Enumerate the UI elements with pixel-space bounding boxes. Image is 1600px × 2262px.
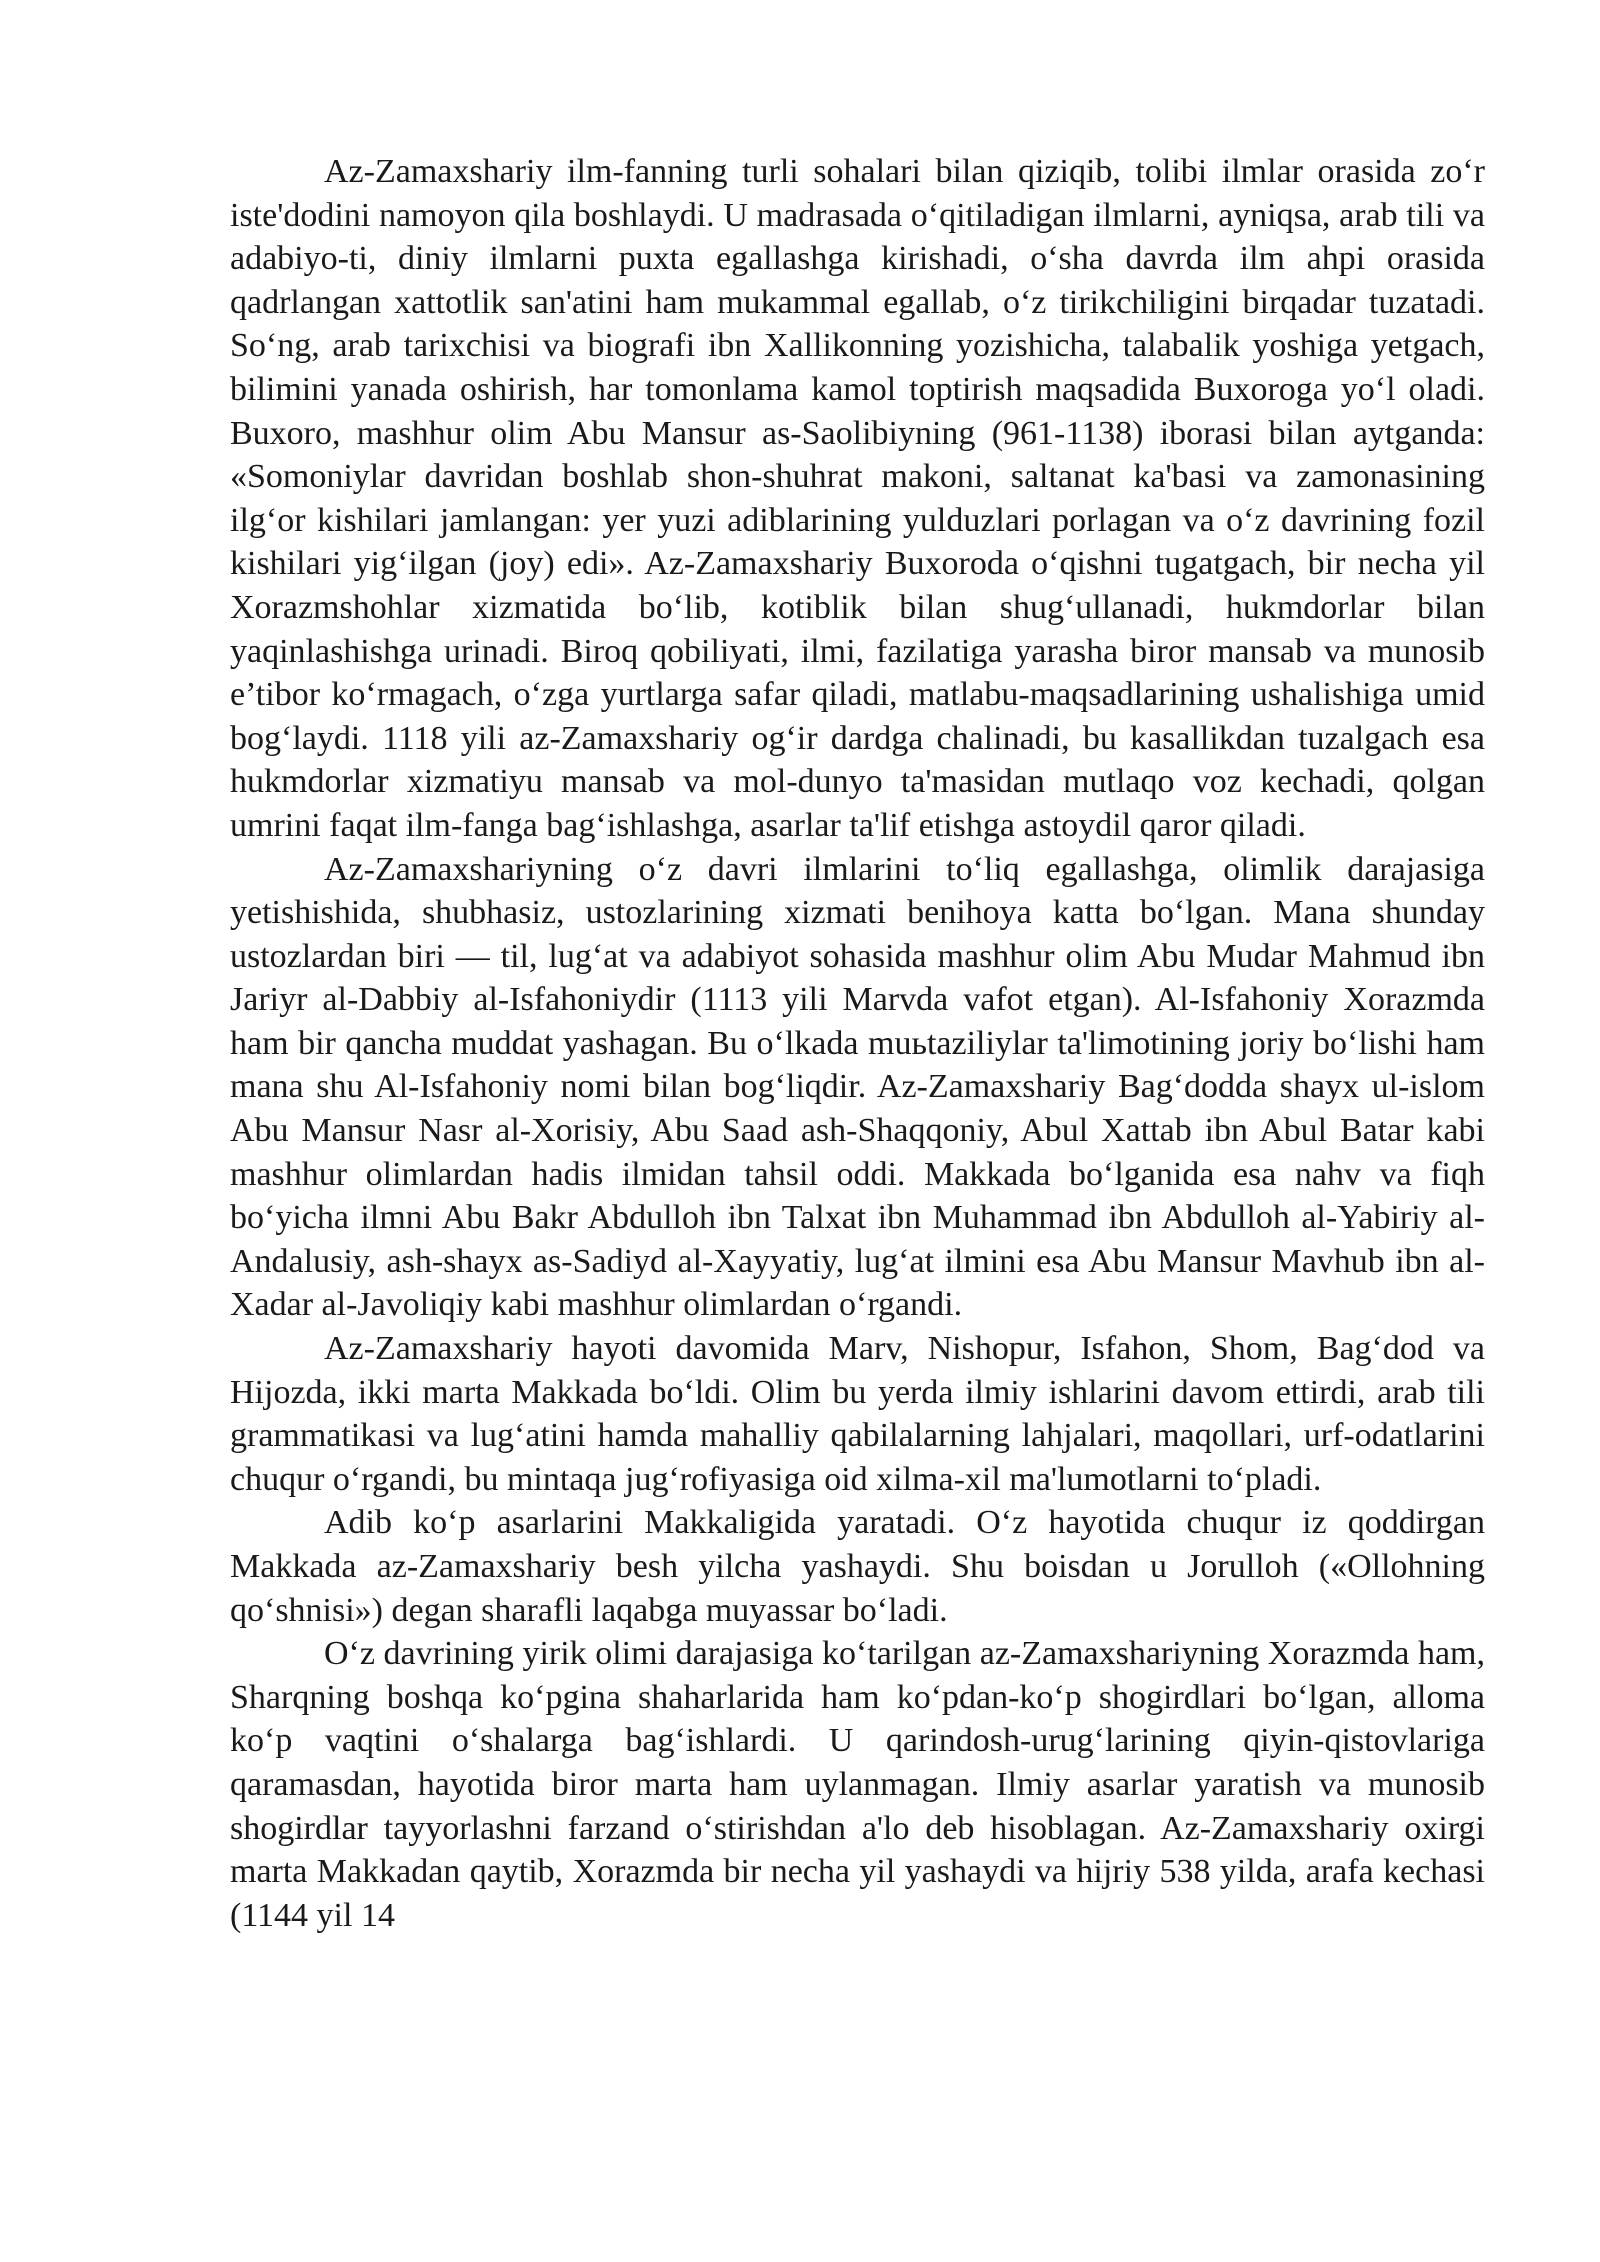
paragraph-5: O‘z davrining yirik olimi darajasiga ko‘tarilgan az-Zamaxshariyning Xorazmda ham, Sharqning boshqa ko‘pgina shaharlarida ham ko‘pdan-ko‘p shogirdlari bo‘lgan, alloma ko‘p vaqtini o‘shalarga bag‘ishlardi. U qarindosh-urug‘larining qiyin-qistovlariga qaramasdan, hayotida biror marta ham uylanmagan. Ilmiy asarlar yaratish va munosib shogirdlar tayyorlashni farzand o‘stirishdan a'lo deb hisoblagan. Az-Zamaxshariy oxirgi marta Makkadan qaytib, Xorazmda bir necha yil yashaydi va hijriy 538 yilda, arafa kechasi (1144 yil 14: [230, 1635, 1485, 1934]
paragraph-1: Az-Zamaxshariy ilm-fanning turli sohalari bilan qiziqib, tolibi ilmlar orasida zo‘r iste'dodini namoyon qila boshlaydi. U madrasada o‘qitiladigan ilmlarni, ayniqsa, arab tili va adabiyo-ti, diniy ilmlarni puxta egallashga kirishadi, o‘sha davrda ilm ahpi orasida qadrlangan xattotlik san'atini ham mukammal egallab, o‘z tirikchiligini birqadar tuzatadi. So‘ng, arab tarixchisi va biografi ibn Xallikonning yozishicha, talabalik yoshiga yetgach, bilimini yanada oshirish, har tomonlama kamol toptirish maqsadida Buxoroga yo‘l oladi. Buxoro, mashhur olim Abu Mansur as-Saolibiyning (961-1138) iborasi bilan aytganda: «Somoniylar davridan boshlab shon-shuhrat makoni, saltanat ka'basi va zamonasining ilg‘or kishilari jamlangan: yer yuzi adiblarining yulduzlari porlagan va o‘z davrining fozil kishilari yig‘ilgan (joy) edi». Az-Zamaxshariy Buxoroda o‘qishni tugatgach, bir necha yil Xorazmshohlar xizmatida bo‘lib, kotiblik bilan shug‘ullanadi, hukmdorlar bilan yaqinlashishga urinadi. Biroq qobiliyati, ilmi, fazilatiga yarasha biror mansab va munosib e’tibor ko‘rmagach, o‘zga yurtlarga safar qiladi, matlabu-maqsadlarining ushalishiga umid bog‘laydi. 1118 yili az-Zamaxshariy og‘ir dardga chalinadi, bu kasallikdan tuzalgach esa hukmdorlar xizmatiyu mansab va mol-dunyo ta'masidan mutlaqo voz kechadi, qolgan umrini faqat ilm-fanga bag‘ishlashga, asarlar ta'lif etishga astoydil qaror qiladi.: [230, 153, 1485, 844]
paragraph-3: Az-Zamaxshariy hayoti davomida Marv, Nishopur, Isfahon, Shom, Bag‘dod va Hijozda, ikki marta Makkada bo‘ldi. Olim bu yerda ilmiy ishlarini davom ettirdi, arab tili grammatikasi va lug‘atini hamda mahalliy qabilalarning lahjalari, maqollari, urf-odatlarini chuqur o‘rgandi, bu mintaqa jug‘rofiyasiga oid xilma-xil ma'lumotlarni to‘pladi.: [230, 1330, 1485, 1498]
paragraph-2: Az-Zamaxshariyning o‘z davri ilmlarini to‘liq egallashga, olimlik darajasiga yetishishida, shubhasiz, ustozlarining xizmati benihoya katta bo‘lgan. Mana shunday ustozlardan biri — til, lug‘at va adabiyot sohasida mashhur olim Abu Mudar Mahmud ibn Jariyr al-Dabbiy al-Isfahoniydir (1113 yili Marvda vafot etgan). Al-Isfahoniy Xorazmda ham bir qancha muddat yashagan. Bu o‘lkada muьtaziliylar ta'limotining joriy bo‘lishi ham mana shu Al-Isfahoniy nomi bilan bog‘liqdir. Az-Zamaxshariy Bag‘dodda shayx ul-islom Abu Mansur Nasr al-Xorisiy, Abu Saad ash-Shaqqoniy, Abul Xattab ibn Abul Batar kabi mashhur olimlardan hadis ilmidan tahsil oddi. Makkada bo‘lganida esa nahv va fiqh bo‘yicha ilmni Abu Bakr Abdulloh ibn Talxat ibn Muhammad ibn Abdulloh al-Yabiriy al-Andalusiy, ash-shayx as-Sadiyd al-Xayyatiy, lug‘at ilmini esa Abu Mansur Mavhub ibn al-Xadar al-Javoliqiy kabi mashhur olimlardan o‘rgandi.: [230, 850, 1485, 1324]
text-column: [230, 150, 1485, 1937]
paragraph-4: Adib ko‘p asarlarini Makkaligida yaratadi. O‘z hayotida chuqur iz qoddirgan Makkada az-Zamaxshariy besh yilcha yashaydi. Shu boisdan u Jorulloh («Ollohning qo‘shnisi») degan sharafli laqabga muyassar bo‘ladi.: [230, 1504, 1485, 1629]
